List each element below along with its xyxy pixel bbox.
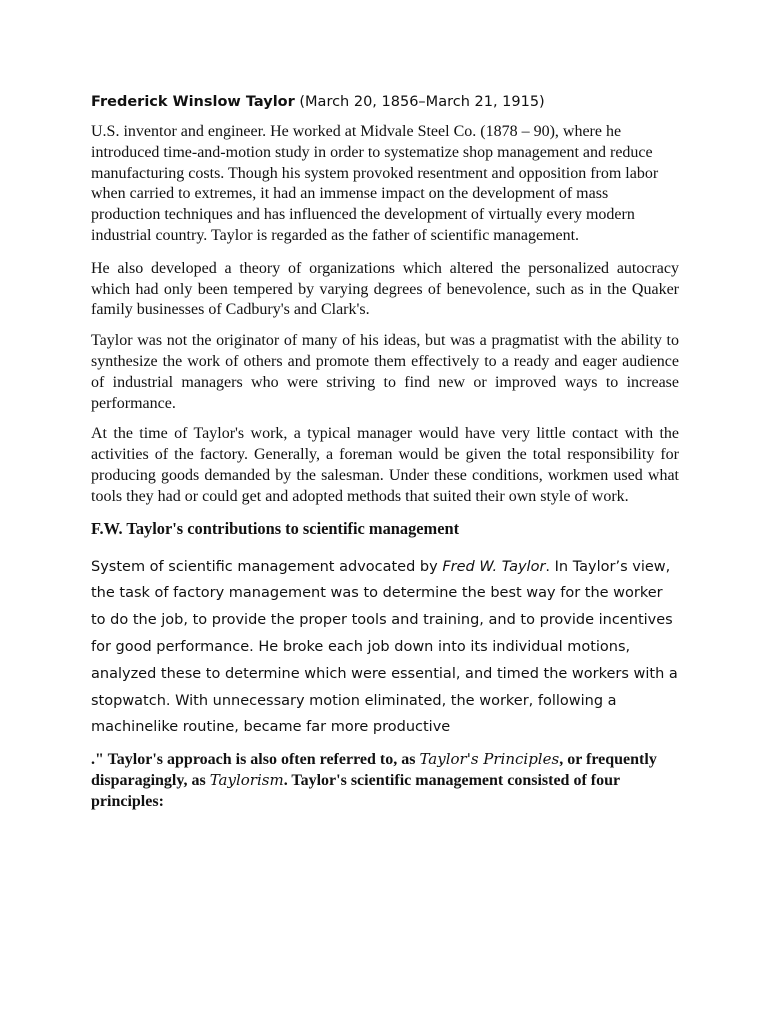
heading-name: Frederick Winslow Taylor <box>91 94 295 110</box>
closing-part3: . Taylor's scientific management consisted of four principles: <box>91 772 620 811</box>
paragraph-organizations: He also developed a theory of organizations which altered the personalized autocracy which had only been tempered by varying degrees of benevolence, such as in the Quaker family businesses of Cadbury's and Clark's. <box>91 259 679 319</box>
closing-part2: , or frequently disparagingly, as <box>91 751 657 790</box>
heading-dates: (March 20, 1856–March 21, 1915) <box>294 94 545 110</box>
section-title: F.W. Taylor's contributions to scientific management <box>91 518 460 538</box>
paragraph-scientific-management <box>91 554 679 742</box>
term-taylorism: Taylorism <box>209 771 284 790</box>
document-page <box>91 92 679 812</box>
sm-person-name: Fred W. Taylor <box>442 558 546 575</box>
sm-text-before: System of scientific management advocated by <box>91 558 443 575</box>
term-taylors-principles: Taylor's Principles <box>419 750 560 769</box>
paragraph-intro: U.S. inventor and engineer. He worked at Midvale Steel Co. (1878 – 90), where he introduced time-and-motion study in order to systematize shop management and reduce manufacturing costs. Though his system provoked resentment and opposition from labor when carried to extremes, it had an immense impact on the development of mass production techniques and has influenced the development of virtually every modern industrial country. Taylor is regarded as the father of scientific management. <box>91 123 659 244</box>
document-heading <box>91 92 679 112</box>
paragraph-factory: At the time of Taylor's work, a typical manager would have very little contact with the activities of the factory. Generally, a foreman would be given the total responsibility for producing goods demanded by the salesman. Under these conditions, workmen used what tools they had or could get and adopted methods that suited their own style of work. <box>91 425 679 505</box>
paragraph-pragmatist: Taylor was not the originator of many of his ideas, but was a pragmatist with the ability to synthesize the work of others and promote them effectively to a ready and eager audience of industrial managers who were striving to find new or improved ways to increase performance. <box>91 332 679 412</box>
sm-text-after: . In Taylor’s view, the task of factory management was to determine the best way for the worker to do the job, to provide the proper tools and training, and to provide incentives for good performance. He broke each job down into its individual motions, analyzed these to determine which were essential, and timed the workers with a stopwatch. With unnecessary motion eliminated, the worker, following a machinelike routine, became far more productive <box>91 558 678 736</box>
closing-part1: ." Taylor's approach is also often referred to, as <box>91 751 420 769</box>
paragraph-principles <box>91 749 679 812</box>
